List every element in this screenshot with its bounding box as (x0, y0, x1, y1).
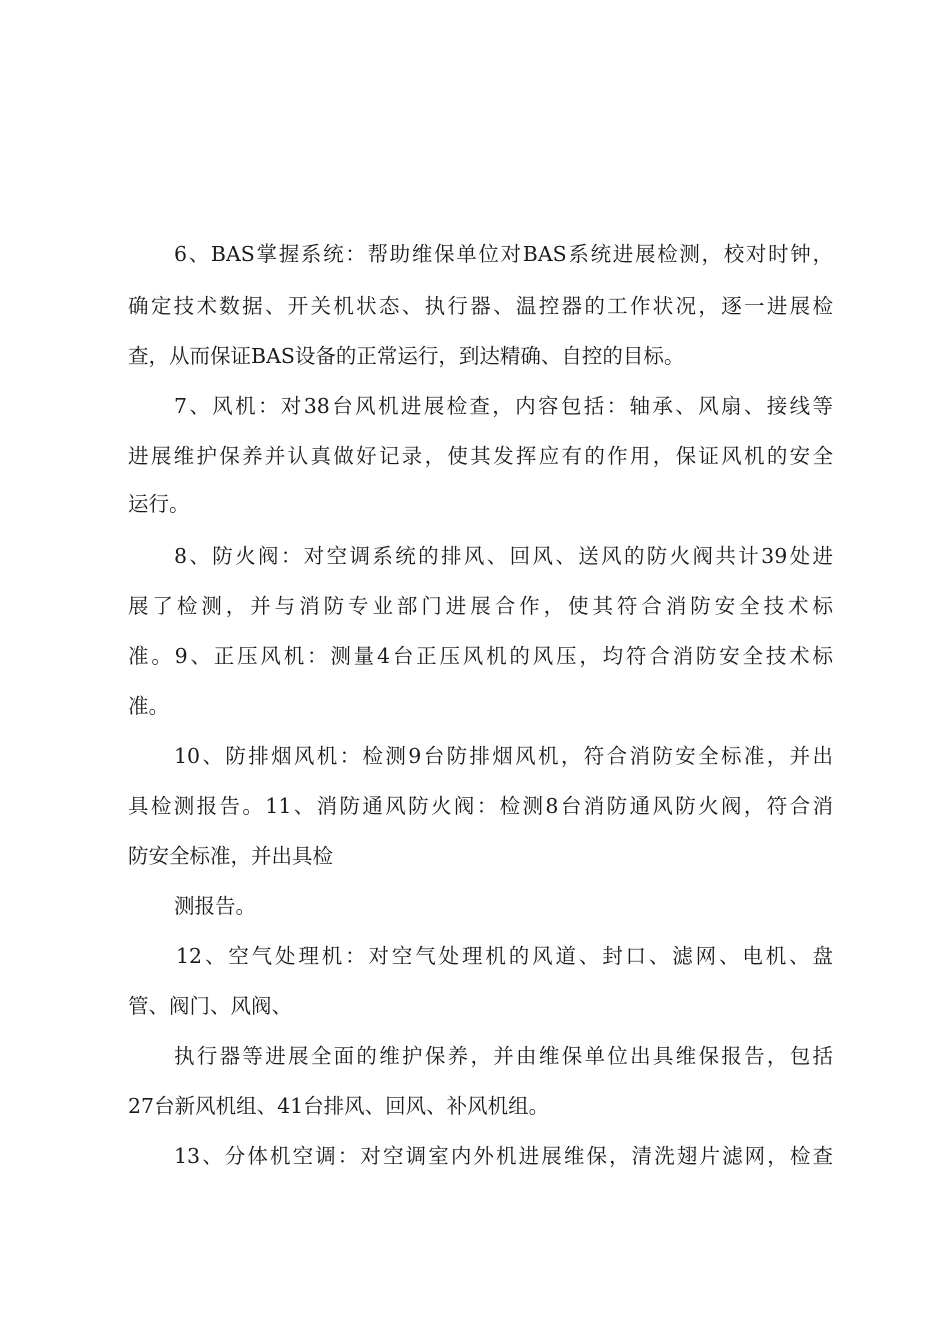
paragraph-12-line-4: 27台新风机组、41台排风、回风、补风机组。 (128, 1094, 550, 1118)
paragraph-13-line-1: 13、分体机空调：对空调室内外机进展维保，清洗翅片滤网，检查 (174, 1144, 833, 1168)
paragraph-8-line-4: 准。 (128, 694, 169, 718)
paragraph-6-line-3: 查，从而保证BAS设备的正常运行，到达精确、自控的目标。 (128, 344, 685, 368)
paragraph-12-line-2: 管、阀门、风阀、 (128, 994, 292, 1018)
paragraph-12-line-3: 执行器等进展全面的维护保养，并由维保单位出具维保报告，包括 (174, 1044, 833, 1068)
paragraph-10-line-1: 10、防排烟风机：检测9台防排烟风机，符合消防安全标准，并出 (174, 744, 833, 768)
paragraph-12-line-1: 12、空气处理机：对空气处理机的风道、封口、滤网、电机、盘 (176, 944, 833, 968)
paragraph-6-line-1: 6、BAS掌握系统：帮助维保单位对BAS系统进展检测，校对时钟， (174, 242, 833, 266)
paragraph-8-line-3: 准。9、正压风机：测量4台正压风机的风压，均符合消防安全技术标 (128, 644, 833, 668)
paragraph-7-line-1: 7、风机：对38台风机进展检查，内容包括：轴承、风扇、接线等 (174, 394, 833, 418)
paragraph-10-line-4: 测报告。 (174, 894, 256, 918)
paragraph-7-line-2: 进展维护保养并认真做好记录，使其发挥应有的作用，保证风机的安全 (128, 444, 833, 468)
paragraph-7-line-3: 运行。 (128, 492, 190, 516)
paragraph-6-line-2: 确定技术数据、开关机状态、执行器、温控器的工作状况，逐一进展检 (128, 294, 833, 318)
paragraph-10-line-2: 具检测报告。11、消防通风防火阀：检测8台消防通风防火阀，符合消 (128, 794, 833, 818)
paragraph-8-line-2: 展了检测，并与消防专业部门进展合作，使其符合消防安全技术标 (128, 594, 833, 618)
paragraph-8-line-1: 8、防火阀：对空调系统的排风、回风、送风的防火阀共计39处进 (174, 544, 833, 568)
paragraph-10-line-3: 防安全标准，并出具检 (128, 844, 333, 868)
